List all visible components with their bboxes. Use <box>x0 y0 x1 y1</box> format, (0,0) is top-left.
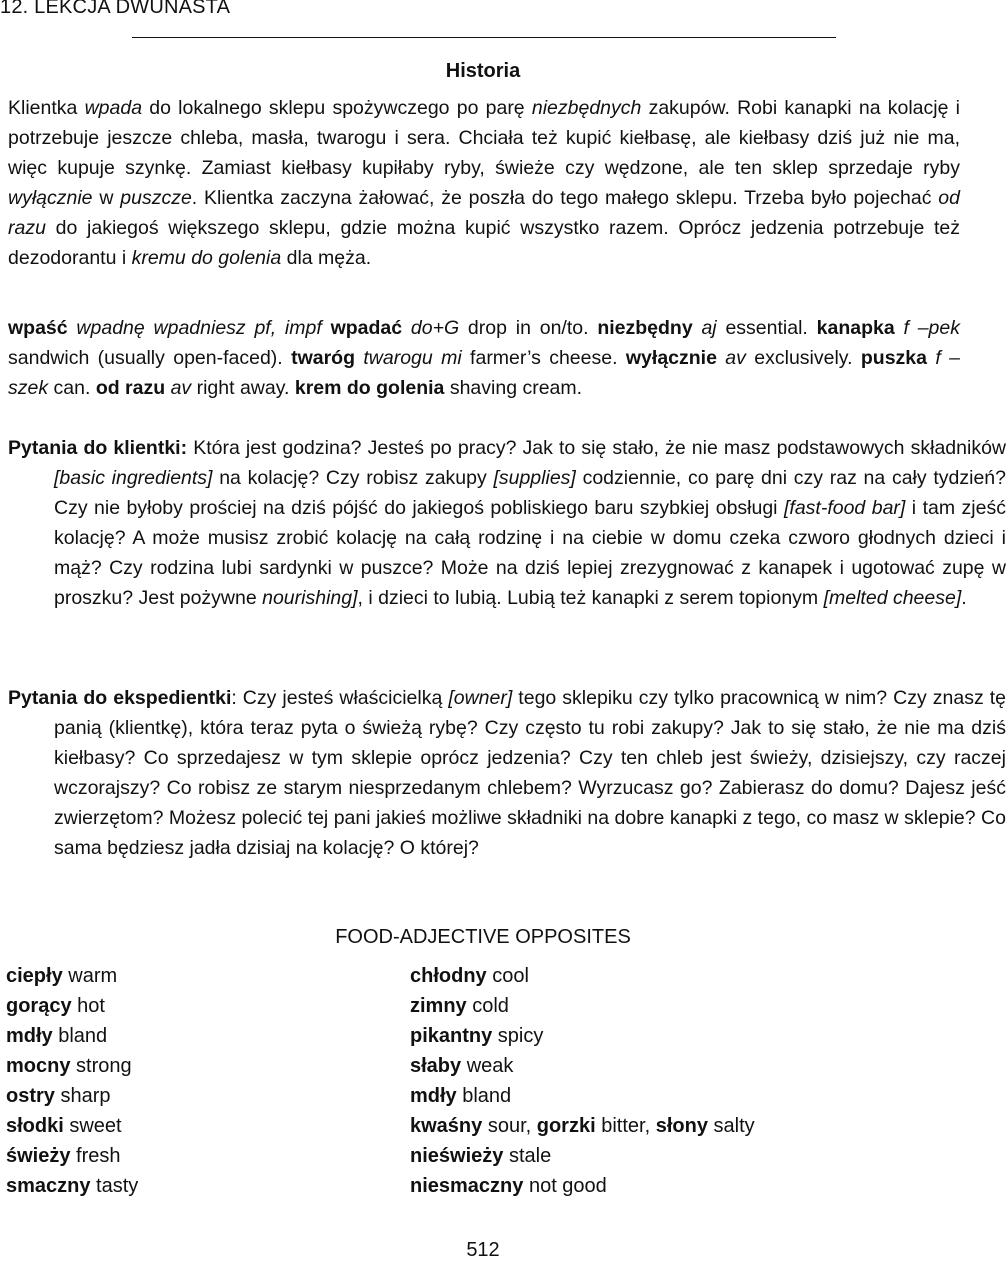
opposite-entry <box>6 1141 138 1171</box>
section-title: Historia <box>445 60 521 82</box>
text-segment: . Klientka zaczyna żałować, że poszła do tego małego sklepu. Trzeba było pojechać <box>191 187 939 209</box>
adjective-term: ostry <box>6 1085 55 1107</box>
adjective-gloss: sharp <box>54 1085 111 1107</box>
text-segment: can. <box>48 377 96 399</box>
adjective-term: świeży <box>6 1145 71 1167</box>
text-segment: av <box>165 377 192 399</box>
text-segment: , i dzieci to lubią. Lubią też kanapki z serem topionym <box>357 587 824 609</box>
clerk-questions-paragraph <box>8 683 1006 863</box>
text-segment: [supplies] <box>493 467 576 489</box>
text-segment: do+G <box>402 317 460 339</box>
adjective-gloss: bland <box>52 1025 108 1047</box>
adjective-term: kwaśny <box>410 1115 483 1137</box>
text-segment: wpada <box>84 97 143 119</box>
adjective-gloss: spicy <box>492 1025 544 1047</box>
opposite-entry <box>410 991 755 1021</box>
adjective-gloss: hot <box>71 995 105 1017</box>
opposite-entry <box>6 1021 138 1051</box>
adjective-term: mdły <box>410 1085 457 1107</box>
text-segment: na kolację? Czy robisz zakupy <box>212 467 494 489</box>
header-rule <box>132 37 836 38</box>
text-segment: kremu do golenia <box>131 247 282 269</box>
adjective-term: nieświeży <box>410 1145 504 1167</box>
text-segment: codziennie, co parę dni czy raz na cały tydzień? Czy nie byłoby prościej na dziś pójść do jakiegoś pobliskiego baru szybkiej obsługi <box>54 467 1006 519</box>
adjective-term: mocny <box>6 1055 71 1077</box>
adjective-gloss: salty <box>707 1115 755 1137</box>
opposite-entry <box>6 1111 138 1141</box>
opposite-entry <box>6 961 138 991</box>
text-segment: wpadać <box>330 317 403 339</box>
adjective-term: słodki <box>6 1115 64 1137</box>
adjective-gloss: stale <box>503 1145 552 1167</box>
text-segment: f –szek <box>8 347 960 399</box>
text-segment: [melted cheese] <box>823 587 962 609</box>
text-segment: exclusively. <box>745 347 861 369</box>
adjective-term: mdły <box>6 1025 53 1047</box>
text-segment: Która jest godzina? Jesteś po pracy? Jak to się stało, że nie masz podstawowych składników <box>187 437 1006 459</box>
text-segment: av <box>716 347 746 369</box>
text-segment: : Czy jesteś właścicielką <box>231 687 449 709</box>
adjective-term: słaby <box>410 1055 462 1077</box>
text-segment: . <box>961 587 967 609</box>
text-segment: right away. <box>191 377 295 399</box>
adjective-gloss: weak <box>461 1055 514 1077</box>
opposite-entry <box>6 1051 138 1081</box>
text-segment: Pytania do ekspedientki <box>8 687 232 709</box>
opposite-entry <box>6 991 138 1021</box>
opposite-entry <box>6 1171 138 1201</box>
adjective-gloss: not good <box>523 1175 607 1197</box>
adjective-gloss: cool <box>486 965 529 987</box>
adjective-gloss: cold <box>466 995 509 1017</box>
adjective-term: zimny <box>410 995 467 1017</box>
text-segment: [fast-food bar] <box>783 497 906 519</box>
client-questions-paragraph <box>8 433 1006 613</box>
text-segment: drop in on/to. <box>459 317 598 339</box>
text-segment: twarogu mi <box>355 347 462 369</box>
text-segment: twaróg <box>291 347 355 369</box>
text-segment: essential. <box>716 317 817 339</box>
text-segment: wyłącznie <box>8 187 93 209</box>
text-segment: [owner] <box>448 687 513 709</box>
text-segment: puszcze <box>120 187 192 209</box>
opposite-entry <box>410 1141 755 1171</box>
text-segment: farmer’s cheese. <box>461 347 626 369</box>
opposite-entry <box>410 1051 755 1081</box>
adjective-term: gorący <box>6 995 72 1017</box>
text-segment: sandwich (usually open-faced). <box>8 347 292 369</box>
opposites-left-column <box>6 961 138 1201</box>
vocabulary-paragraph <box>8 313 960 403</box>
adjective-term: niesmaczny <box>410 1175 524 1197</box>
story-paragraph <box>8 93 960 273</box>
opposite-entry <box>410 1021 755 1051</box>
adjective-gloss: strong <box>70 1055 132 1077</box>
chapter-title: 12. LEKCJA DWUNASTA <box>0 0 231 18</box>
text-segment: wyłącznie <box>625 347 717 369</box>
adjective-term: smaczny <box>6 1175 91 1197</box>
adjective-gloss: fresh <box>70 1145 121 1167</box>
text-segment: do lokalnego sklepu spożywczego po parę <box>142 97 532 119</box>
adjective-term: pikantny <box>410 1025 493 1047</box>
text-segment: zakupów. Robi kanapki na kolację i potrzebuje jeszcze chleba, masła, twarogu i sera. Chciała też kupić kiełbasę, ale kiełbasy dziś już nie ma, więc kupuje szynkę. Zamiast kiełbasy kupiłaby ryby, świeże czy wędzone, ale ten sklep sprzedaje ryby <box>8 97 960 179</box>
text-segment: Pytania do klientki: <box>8 437 188 459</box>
adjective-gloss: sour, <box>482 1115 532 1137</box>
opposite-entry <box>6 1081 138 1111</box>
adjective-gloss: sweet <box>63 1115 122 1137</box>
opposite-entry <box>410 1081 755 1111</box>
text-segment: od razu <box>8 187 960 239</box>
text-segment: f –pek <box>894 317 960 339</box>
opposite-entry <box>410 1171 755 1201</box>
text-segment: nourishing] <box>262 587 358 609</box>
text-segment: niezbędnych <box>531 97 642 119</box>
text-segment: puszka <box>860 347 927 369</box>
text-segment: wpadnę wpadniesz pf, impf <box>67 317 331 339</box>
text-segment: aj <box>692 317 717 339</box>
adjective-gloss: tasty <box>90 1175 139 1197</box>
page-number: 512 <box>466 1239 500 1261</box>
adjective-term: gorzki <box>536 1115 596 1137</box>
text-segment: tego sklepiku czy tylko pracownicą w nim? Czy znasz tę panią (klientkę), która teraz pyta o świeżą rybę? Czy często tu robi zakupy? Jak to się stało, że nie ma dziś kiełbasy? Co sprzedajesz w tym sklepie oprócz jedzenia? Czy ten chleb jest świeży, dzisiejszy, czy raczej wczorajszy? Co robisz ze starym niesprzedanym chlebem? Wyrzucasz go? Zabierasz do domu? Dajesz jeść zwierzętom? Możesz polecić tej pani jakieś możliwe składniki na dobre kanapki z tego, co masz w sklepie? Co sama będziesz jadła dzisiaj na kolację? O której? <box>54 687 1006 859</box>
adjective-gloss: bland <box>456 1085 512 1107</box>
opposite-entry <box>410 1111 755 1141</box>
text-segment: [basic ingredients] <box>54 467 213 489</box>
adjective-gloss: warm <box>62 965 118 987</box>
text-segment: Klientka <box>8 97 85 119</box>
opposites-right-column <box>410 961 755 1201</box>
text-segment: wpaść <box>8 317 68 339</box>
text-segment: od razu <box>95 377 166 399</box>
opposite-entry <box>410 961 755 991</box>
text-segment: shaving cream. <box>444 377 583 399</box>
text-segment: kanapka <box>816 317 895 339</box>
adjective-term: ciepły <box>6 965 63 987</box>
text-segment: krem do golenia <box>294 377 445 399</box>
opposites-title: FOOD-ADJECTIVE OPPOSITES <box>335 926 631 948</box>
adjective-term: słony <box>655 1115 708 1137</box>
text-segment: w <box>92 187 121 209</box>
text-segment: i tam zjeść kolację? A może musisz zrobić kolację na całą rodzinę i na ciebie w domu czeka czworo głodnych dzieci i mąż? Czy rodzina lubi sardynki w puszce? Może na dziś lepiej zrezygnować z kanapek i ugotować zupę w proszku? Jest pożywne <box>54 497 1006 609</box>
text-segment: dla męża. <box>281 247 372 269</box>
text-segment: do jakiegoś większego sklepu, gdzie można kupić wszystko razem. Oprócz jedzenia potrzebuje też dezodorantu i <box>8 217 960 269</box>
adjective-gloss: bitter, <box>595 1115 651 1137</box>
text-segment: niezbędny <box>597 317 693 339</box>
adjective-term: chłodny <box>410 965 487 987</box>
